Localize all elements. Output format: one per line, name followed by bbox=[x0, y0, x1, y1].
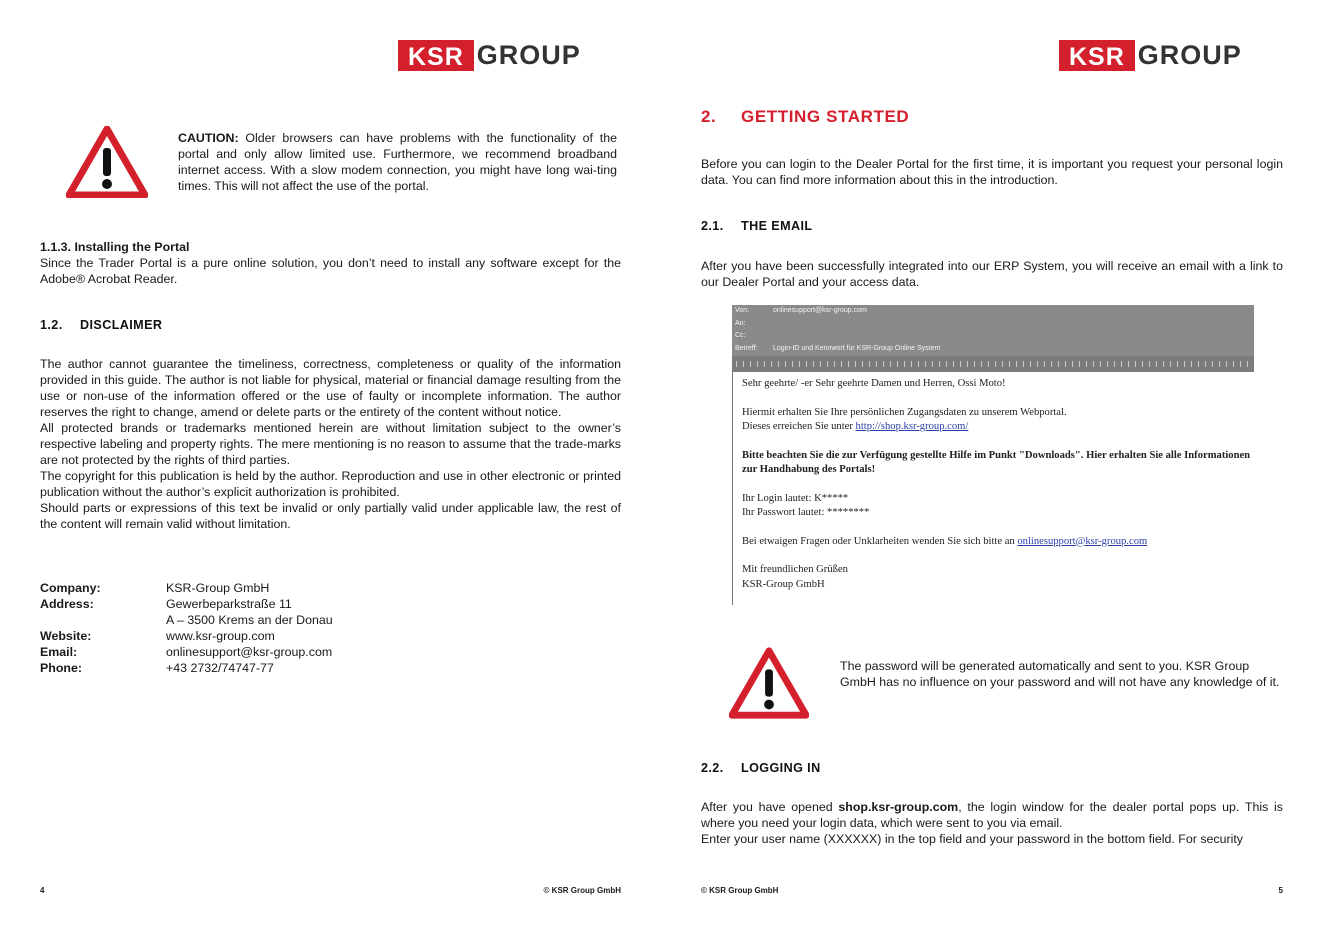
logo-group-text: GROUP bbox=[476, 40, 581, 70]
email-header bbox=[732, 305, 1254, 356]
email-screenshot bbox=[732, 305, 1254, 605]
warning-triangle-icon bbox=[66, 126, 148, 198]
subject-label: Betreff: bbox=[735, 344, 758, 352]
email-section-text: After you have been successfully integrated into our ERP System, you will receive an email with a link to our Dealer Portal and your access data. bbox=[701, 259, 1283, 289]
login-section-heading bbox=[701, 761, 821, 775]
editor-ruler bbox=[732, 356, 1254, 372]
chapter-title: GETTING STARTED bbox=[741, 107, 910, 126]
disclaimer-paragraph: Should parts or expressions of this text be invalid or only partially valid under applicable law, the rest of the content will remain valid without limitation. bbox=[40, 501, 621, 531]
right-page bbox=[662, 0, 1323, 936]
disclaimer-paragraph: The copyright for this publication is held by the author. Reproduction and use in other electronic or printed publication without the author’s explicit authorization is prohibited. bbox=[40, 469, 621, 499]
email-password-line: Ihr Passwort lautet: ******** bbox=[742, 507, 870, 518]
email-signature: KSR-Group GmbH bbox=[742, 578, 825, 590]
cc-label: Cc: bbox=[735, 332, 746, 339]
company-label: Company: bbox=[40, 581, 101, 595]
logo-group-text: GROUP bbox=[1137, 40, 1242, 70]
caution-note bbox=[178, 130, 617, 194]
support-email-link[interactable]: onlinesupport@ksr-group.com bbox=[1017, 535, 1148, 547]
email-body bbox=[732, 372, 1254, 605]
login-section-text bbox=[701, 799, 1283, 847]
shop-link[interactable]: http://shop.ksr-group.com/ bbox=[855, 421, 969, 432]
email-value: onlinesupport@ksr-group.com bbox=[166, 645, 333, 659]
disclaimer-number: 1.2. bbox=[40, 318, 63, 332]
email-section-heading bbox=[701, 219, 812, 233]
caution-text: Older browsers can have problems with the functionality of the portal and only allow limited use. Furthermore, we recommend broadband internet access. With a slow modem connection, you might have long wai-ting times. This will not affect the use of the portal. bbox=[178, 131, 617, 193]
email-questions: Bei etwaigen Fragen oder Unklarheiten wenden Sie sich bitte an bbox=[742, 535, 1018, 547]
caution-label: CAUTION: bbox=[178, 131, 239, 145]
ksr-group-logo bbox=[1059, 40, 1242, 71]
from-value: onlinesupport@ksr-group.com bbox=[773, 307, 867, 314]
copyright-right: © KSR Group GmbH bbox=[701, 886, 779, 895]
left-page bbox=[0, 0, 661, 936]
install-text: Since the Trader Portal is a pure online solution, you don’t need to install any software except for the Adobe® Acrobat Reader. bbox=[40, 256, 621, 286]
subject-value: Login-ID und Kennwort für KSR-Group Online System bbox=[773, 344, 941, 352]
logo-ksr-mark: KSR bbox=[398, 40, 474, 71]
shop-url: shop.ksr-group.com bbox=[838, 800, 959, 814]
email-greeting: Sehr geehrte/ -er Sehr geehrte Damen und Herren, Ossi Moto! bbox=[742, 378, 1006, 389]
address-line-1: Gewerbeparkstraße 11 bbox=[166, 597, 292, 611]
login-text-post: , the login window for the dealer portal pops up. This is where you need your login data, which were sent to you via email. bbox=[701, 800, 1283, 830]
website-value: www.ksr-group.com bbox=[166, 629, 275, 643]
email-help-note: Bitte beachten Sie die zur Verfügung gestellte Hilfe im Punkt "Downloads". Hier erhalten Sie alle Informationen zur Handhabung des Portals! bbox=[742, 449, 1251, 475]
email-closing: Mit freundlichen Grüßen bbox=[742, 564, 848, 575]
email-section-title: THE EMAIL bbox=[741, 219, 813, 233]
email-section-number: 2.1. bbox=[701, 219, 724, 233]
warning-triangle-icon bbox=[729, 647, 809, 719]
login-instructions: Enter your user name (XXXXXX) in the top field and your password in the bottom field. For security bbox=[701, 832, 1244, 846]
password-note: The password will be generated automatically and sent to you. KSR Group GmbH has no influence on your password and will not have any knowledge of it. bbox=[840, 659, 1280, 689]
intro-text: Before you can login to the Dealer Portal for the first time, it is important you request your personal login data. You can find more information about this in the introduction. bbox=[701, 157, 1283, 187]
install-heading: 1.1.3. Installing the Portal bbox=[40, 240, 190, 254]
company-value: KSR-Group GmbH bbox=[166, 581, 270, 595]
chapter-heading bbox=[701, 107, 909, 127]
disclaimer-heading bbox=[40, 318, 162, 332]
email-line: Hiermit erhalten Sie Ihre persönlichen Zugangsdaten zu unserem Webportal. bbox=[742, 406, 1067, 418]
to-label: An: bbox=[735, 319, 746, 327]
disclaimer-paragraph: All protected brands or trademarks mentioned herein are without limitation subject to the owner’s respective labeling and property rights. The mere mentioning is no reason to assume that the trade-marks are not protected by the rights of third parties. bbox=[40, 421, 621, 467]
copyright-left: © KSR Group GmbH bbox=[543, 886, 621, 895]
login-section-title: LOGGING IN bbox=[741, 761, 821, 775]
page-number-left: 4 bbox=[40, 886, 45, 895]
page-number-right: 5 bbox=[1278, 886, 1283, 895]
login-text-pre: After you have opened bbox=[701, 800, 839, 814]
chapter-number: 2. bbox=[701, 107, 717, 126]
disclaimer-paragraph: The author cannot guarantee the timeliness, correctness, completeness or quality of the information provided in this guide. The author is not liable for physical, material or financial damage resulting from the use or non-use of the information offered or the use of faulty or incomplete information. The author reserves the right to change, amend or delete parts or the entirety of the content without notice. bbox=[40, 357, 621, 419]
contact-block bbox=[40, 580, 540, 676]
address-label: Address: bbox=[40, 597, 94, 611]
phone-value: +43 2732/74747-77 bbox=[166, 661, 274, 675]
address-line-2: A – 3500 Krems an der Donau bbox=[166, 613, 333, 627]
disclaimer-title: DISCLAIMER bbox=[80, 318, 163, 332]
login-section-number: 2.2. bbox=[701, 761, 724, 775]
from-label: Von: bbox=[735, 307, 750, 314]
logo-ksr-mark: KSR bbox=[1059, 40, 1135, 71]
email-line: Dieses erreichen Sie unter bbox=[742, 421, 856, 432]
ksr-group-logo bbox=[398, 40, 581, 71]
phone-label: Phone: bbox=[40, 661, 82, 675]
website-label: Website: bbox=[40, 629, 92, 643]
disclaimer-body bbox=[40, 356, 621, 532]
email-login-line: Ihr Login lautet: K***** bbox=[742, 492, 849, 504]
email-label: Email: bbox=[40, 645, 78, 659]
